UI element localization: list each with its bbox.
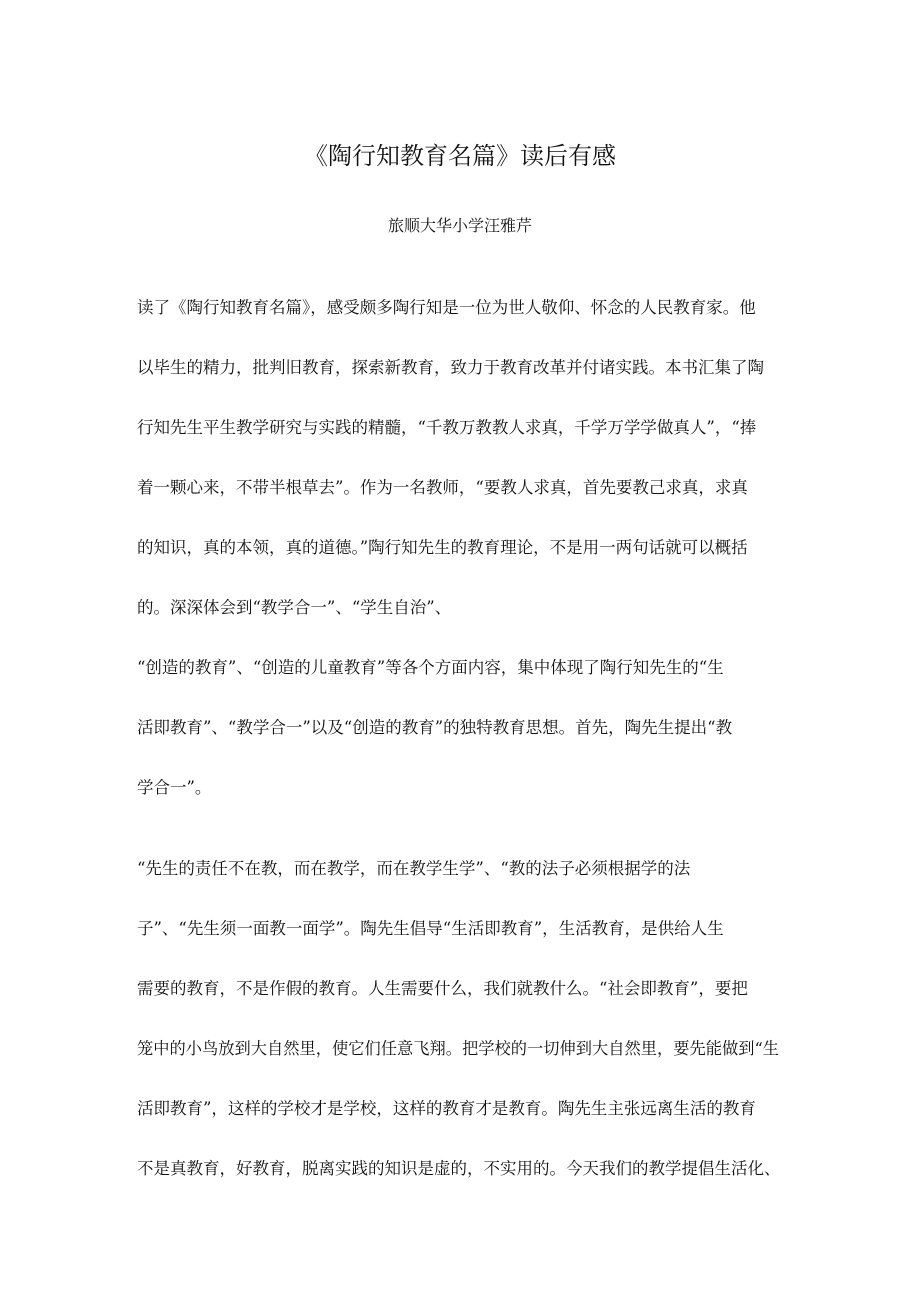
paragraph-line: 活即教育”、“教学合一”以及“创造的教育”的独特教育思想。首先，陶先生提出“教 (137, 718, 733, 737)
paragraph-line: “先生的责任不在教，而在教学，而在教学生学”、“教的法子必须根据学的法 (137, 859, 691, 878)
paragraph-line: 着一颗心来，不带半根草去”。作为一名教师，“要教人求真，首先要教己求真，求真 (137, 478, 748, 497)
document-author: 旅顺大华小学汪雅芹 (387, 216, 532, 235)
paragraph-line: 以毕生的精力，批判旧教育，探索新教育，致力于教育改革并付诸实践。本书汇集了陶 (137, 358, 764, 377)
paragraph-line: 学合一”。 (137, 778, 212, 797)
paragraph-line: 不是真教育，好教育，脱离实践的知识是虚的，不实用的。今天我们的教学提倡生活化、 (137, 1159, 781, 1178)
paragraph-line: 子”、“先生须一面教一面学”。陶先生倡导“生活即教育”，生活教育，是供给人生 (137, 919, 724, 938)
paragraph-line: 的知识，真的本领，真的道德。”陶行知先生的教育理论，不是用一两句话就可以概括 (137, 538, 748, 557)
document-title: 《陶行知教育名篇》读后有感 (304, 142, 616, 170)
paragraph-line: 需要的教育，不是作假的教育。人生需要什么，我们就教什么。“社会即教育”，要把 (137, 979, 748, 998)
paragraph-line: 的。深深体会到“教学合一”、“学生自治”、 (137, 598, 452, 617)
paragraph-line: 活即教育”，这样的学校才是学校，这样的教育才是教育。陶先生主张远离生活的教育 (137, 1099, 756, 1118)
paragraph-line: 读了《陶行知教育名篇》，感受颇多陶行知是一位为世人敬仰、怀念的人民教育家。他 (137, 298, 756, 317)
paragraph-line: 行知先生平生教学研究与实践的精髓，“千教万教教人求真，千学万学学做真人”，“捧 (137, 418, 757, 437)
paragraph-line: 笼中的小鸟放到大自然里，使它们任意飞翔。把学校的一切伸到大自然里，要先能做到“生 (137, 1039, 780, 1058)
paragraph-line: “创造的教育”、“创造的儿童教育”等各个方面内容，集中体现了陶行知先生的“生 (137, 658, 724, 677)
